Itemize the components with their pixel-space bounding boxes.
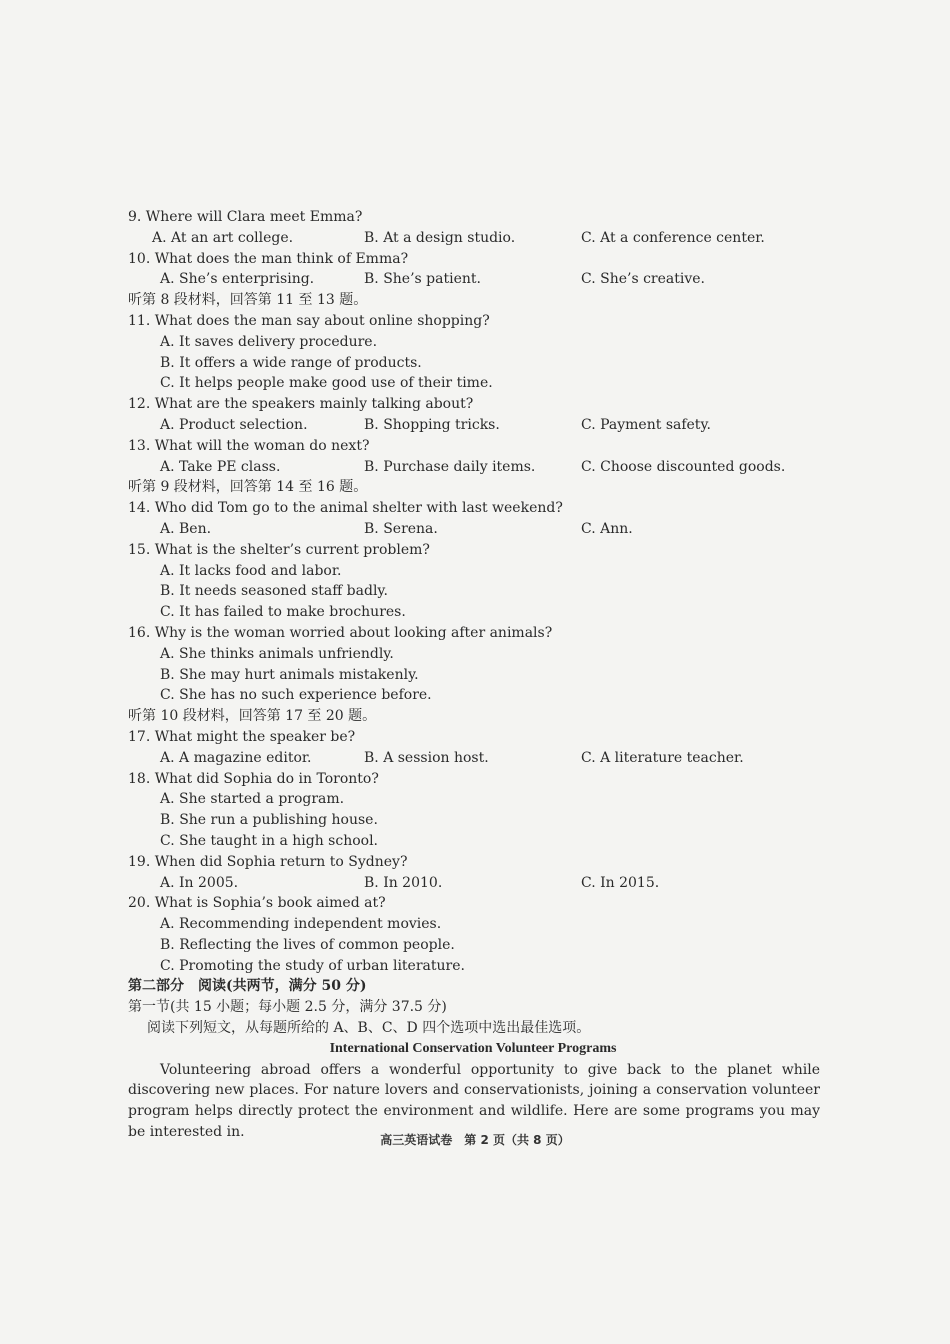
question-stem: 9. Where will Clara meet Emma? [128,209,363,225]
question-11: 11. What does the man say about online shopping? [128,312,490,329]
question-10-options [128,269,828,290]
option-a: A. Ben. [160,520,212,537]
question-9 [128,207,828,228]
part-2-title: 第二部分 阅读(共两节，满分 50 分) [128,978,367,995]
section-10-heading: 听第 10 段材料，回答第 17 至 20 题。 [128,708,377,725]
option-b: B. It needs seasoned staff badly. [160,583,388,600]
page-footer: 高三英语试卷 第 2 页（共 8 页） [380,1133,570,1147]
question-9-options [128,228,828,249]
question-19: 19. When did Sophia return to Sydney? [128,853,408,870]
question-13-options [128,457,828,478]
question-17: 17. What might the speaker be? [128,728,356,745]
option-b: B. In 2010. [364,874,443,891]
option-a: A. Product selection. [160,416,308,433]
option-b: B. She run a publishing house. [160,812,378,829]
option-b: B. Purchase daily items. [364,458,536,475]
option-a: A. It lacks food and labor. [160,562,342,579]
section-8-heading: 听第 8 段材料，回答第 11 至 13 题。 [128,292,368,309]
option-a: A. At an art college. [152,229,294,246]
page-content [128,207,828,1143]
option-b: B. She may hurt animals mistakenly. [160,666,419,683]
option-a: A. In 2005. [160,874,239,891]
option-a: A. It saves delivery procedure. [160,333,378,350]
question-17-options [128,748,828,769]
reading-instruction: 阅读下列短文，从每题所给的 A、B、C、D 四个选项中选出最佳选项。 [147,1020,591,1037]
option-c: C. It has failed to make brochures. [160,604,406,621]
option-c: C. In 2015. [581,874,660,891]
question-20: 20. What is Sophia’s book aimed at? [128,895,386,912]
option-c: C. She has no such experience before. [160,687,432,704]
question-10 [128,249,828,270]
question-13: 13. What will the woman do next? [128,437,370,454]
option-a: A. A magazine editor. [160,749,312,766]
option-b: B. Serena. [364,520,438,537]
option-b: B. Shopping tricks. [364,416,500,433]
section-9-heading: 听第 9 段材料，回答第 14 至 16 题。 [128,479,368,496]
option-c: C. It helps people make good use of their time. [160,375,493,392]
question-14-options [128,519,828,540]
option-c: C. At a conference center. [581,229,765,246]
option-a: A. She thinks animals unfriendly. [160,645,394,662]
option-c: C. She’s creative. [581,271,706,288]
option-a: A. Recommending independent movies. [160,916,442,933]
option-b: B. She’s patient. [364,271,481,288]
question-12: 12. What are the speakers mainly talking about? [128,396,474,413]
option-c: C. A literature teacher. [581,749,744,766]
question-18: 18. What did Sophia do in Toronto? [128,770,379,787]
option-c: C. Payment safety. [581,416,711,433]
question-16: 16. Why is the woman worried about looking after animals? [128,624,553,641]
option-b: B. A session host. [364,749,489,766]
question-12-options [128,415,828,436]
passage-title: International Conservation Volunteer Programs [329,1040,617,1056]
option-c: C. Promoting the study of urban literature. [160,957,465,974]
option-b: B. It offers a wide range of products. [160,354,422,371]
question-19-options [128,873,828,894]
question-stem: 10. What does the man think of Emma? [128,250,409,267]
option-a: A. She’s enterprising. [160,271,315,288]
question-14: 14. Who did Tom go to the animal shelter with last weekend? [128,500,563,517]
part-2-section-1: 第一节(共 15 小题；每小题 2.5 分，满分 37.5 分) [128,999,447,1016]
option-c: C. Choose discounted goods. [581,458,786,475]
option-c: C. Ann. [581,520,633,537]
option-a: A. She started a program. [160,791,345,808]
option-b: B. At a design studio. [364,229,516,246]
question-15: 15. What is the shelter’s current problem? [128,541,430,558]
option-a: A. Take PE class. [160,458,281,475]
option-c: C. She taught in a high school. [160,832,378,849]
option-b: B. Reflecting the lives of common people. [160,936,455,953]
passage-text: Volunteering abroad offers a wonderful opportunity to give back to the planet while discovering new places. For nature lovers and conservationists, joining a conservation volunteer program helps directly protect the environment and wildlife. Here are some programs you may be interested in. [128,1061,820,1141]
